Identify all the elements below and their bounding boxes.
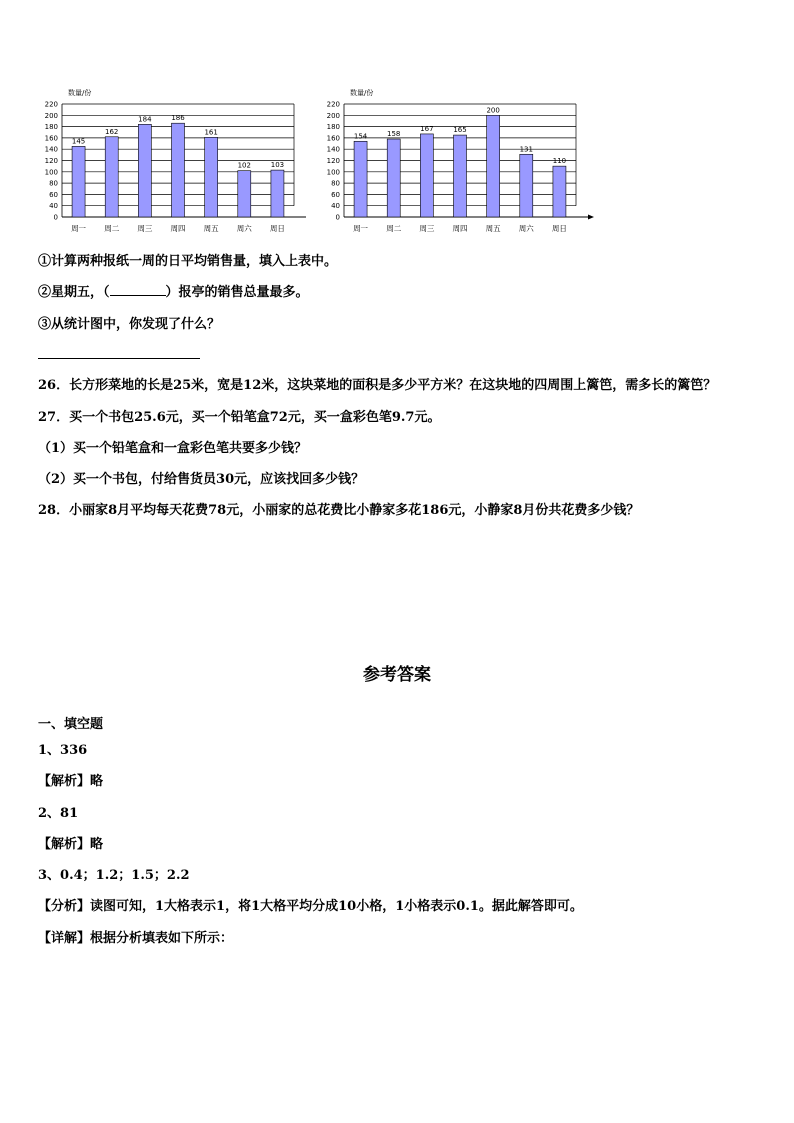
data-label: 200 (486, 106, 500, 115)
y-tick-label: 140 (326, 145, 340, 154)
y-tick-label: 200 (326, 111, 340, 120)
answer-3-analysis: 【分析】读图可知，1大格表示1，将1大格平均分成10小格，1小格表示0.1。据此解答即可。 (38, 899, 583, 914)
y-tick-label: 160 (44, 134, 58, 143)
question-27-part-2: （2）买一个书包，付给售货员30元，应该找回多少钱？ (38, 472, 365, 487)
bar (420, 134, 433, 217)
x-axis-arrow (588, 215, 594, 220)
x-tick-label: 周六 (518, 224, 534, 233)
y-tick-label: 80 (331, 179, 340, 188)
answer-3: 3、0.4；1.2；1.5；2.2 (38, 868, 190, 883)
question-28: 28．小丽家8月平均每天花费78元，小丽家的总花费比小静家多花186元，小静家8月份共花费多少钱？ (38, 503, 640, 518)
data-label: 131 (519, 145, 533, 154)
data-label: 165 (453, 126, 467, 135)
answer-line[interactable] (38, 358, 200, 359)
bar-chart-newspaper-1 (36, 84, 306, 240)
bar (105, 137, 118, 217)
y-axis-label: 数量/份 (68, 89, 92, 97)
bar-chart-newspaper-2 (318, 84, 598, 240)
bar (72, 146, 85, 217)
bar (172, 123, 185, 217)
answer-2-note: 【解析】略 (38, 837, 104, 852)
y-tick-label: 0 (335, 213, 340, 222)
bar (354, 141, 367, 217)
data-label: 161 (204, 128, 218, 137)
question-26: 26．长方形菜地的长是25米，宽是12米，这块菜地的面积是多少平方米？在这块地的四周围上篱笆，需多长的篱笆？ (38, 378, 717, 393)
question-c: ③从统计图中，你发现了什么？ (38, 317, 221, 332)
bar (454, 135, 467, 217)
data-label: 158 (387, 130, 401, 139)
x-tick-label: 周一 (71, 224, 87, 233)
y-tick-label: 140 (44, 145, 58, 154)
question-27-part-1: （1）买一个铅笔盒和一盒彩色笔共要多少钱？ (38, 441, 308, 456)
x-tick-label: 周二 (386, 224, 402, 233)
y-tick-label: 220 (44, 100, 58, 109)
answer-1: 1、336 (38, 743, 88, 758)
question-a: ①计算两种报纸一周的日平均销售量，填入上表中。 (38, 254, 338, 269)
bar (271, 170, 284, 217)
answer-1-note: 【解析】略 (38, 774, 104, 789)
bar (553, 166, 566, 217)
y-axis-label: 数量/份 (350, 89, 374, 97)
data-label: 145 (71, 137, 86, 146)
y-tick-label: 160 (326, 134, 340, 143)
y-tick-label: 40 (49, 202, 58, 211)
x-tick-label: 周三 (137, 224, 153, 233)
y-tick-label: 220 (326, 100, 340, 109)
x-tick-label: 周五 (203, 224, 219, 233)
data-label: 184 (138, 115, 152, 124)
y-tick-label: 0 (53, 213, 58, 222)
x-tick-label: 周五 (485, 224, 501, 233)
answers-section-heading: 一、填空题 (38, 717, 104, 732)
question-27: 27．买一个书包25.6元，买一个铅笔盒72元，买一盒彩色笔9.7元。 (38, 410, 441, 425)
bar (205, 137, 218, 217)
question-b-suffix: ）报亭的销售总量最多。 (165, 285, 309, 300)
bar (238, 171, 251, 217)
y-tick-label: 40 (331, 202, 340, 211)
y-tick-label: 60 (331, 190, 340, 199)
bar (387, 139, 400, 217)
y-tick-label: 120 (326, 157, 340, 165)
data-label: 162 (105, 127, 119, 136)
bar-chart-2-svg (318, 84, 598, 240)
data-label: 103 (270, 161, 285, 170)
x-tick-label: 周二 (104, 224, 120, 233)
bar (520, 154, 533, 217)
x-tick-label: 周日 (551, 224, 567, 233)
y-tick-label: 180 (326, 123, 340, 132)
data-label: 154 (353, 132, 368, 141)
answer-2: 2、81 (38, 806, 79, 821)
y-tick-label: 100 (44, 168, 58, 177)
data-label: 110 (552, 157, 567, 166)
y-tick-label: 180 (44, 123, 58, 132)
data-label: 167 (420, 124, 434, 133)
x-tick-label: 周六 (236, 224, 252, 233)
y-tick-label: 120 (44, 157, 58, 165)
data-label: 102 (237, 161, 251, 170)
question-b (38, 281, 309, 300)
x-tick-label: 周一 (353, 224, 369, 233)
answer-3-detail: 【详解】根据分析填表如下所示： (38, 931, 234, 946)
y-tick-label: 200 (44, 111, 58, 120)
y-tick-label: 80 (49, 179, 58, 188)
x-tick-label: 周日 (269, 224, 285, 233)
x-tick-label: 周四 (170, 224, 186, 233)
question-b-prefix: ②星期五，（ (38, 285, 110, 300)
x-tick-label: 周三 (419, 224, 435, 233)
bar (138, 124, 151, 217)
y-tick-label: 60 (49, 190, 58, 199)
data-label: 186 (171, 114, 185, 123)
answers-title: 参考答案 (363, 665, 431, 685)
bar-chart-1-svg (36, 84, 306, 240)
x-tick-label: 周四 (452, 224, 468, 233)
y-tick-label: 100 (326, 168, 340, 177)
bar (487, 115, 500, 217)
answer-blank[interactable] (110, 283, 166, 296)
